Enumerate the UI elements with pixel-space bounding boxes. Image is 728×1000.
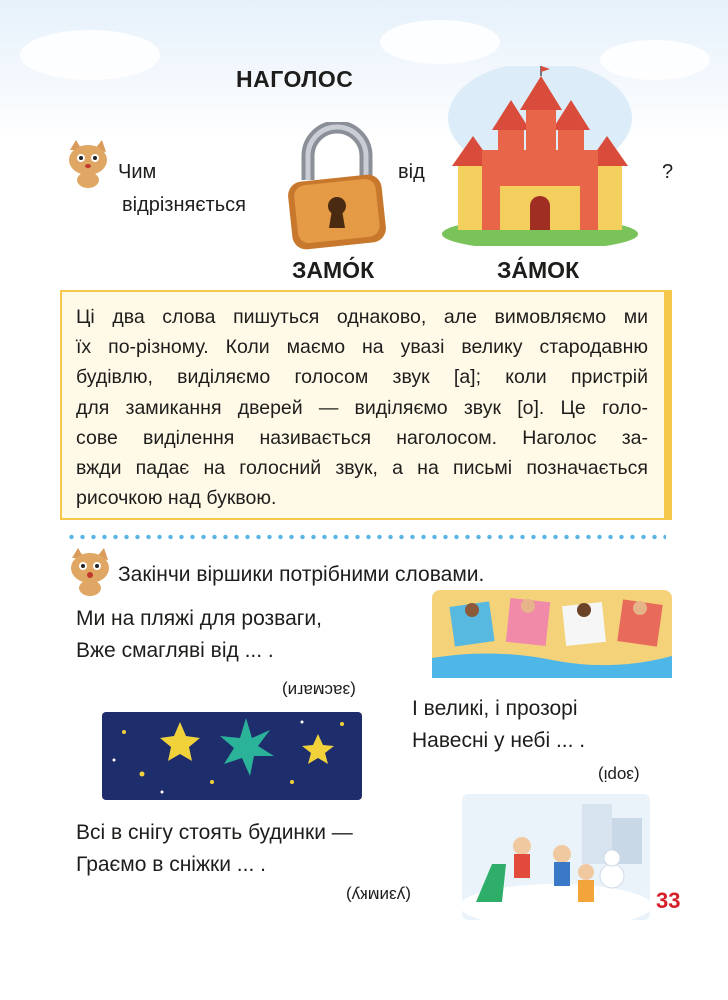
page-number: 33: [656, 888, 681, 913]
rule-line: для замикання дверей — виділяємо звук [о]. Це голо-: [76, 396, 648, 419]
rule-line: Ці два слова пишуться однаково, але вимовляємо ми: [76, 306, 648, 328]
rule-line: сове виділення називається наголосом. Наголос за-: [76, 426, 648, 449]
poem-2: [412, 693, 585, 757]
poem-3: [76, 817, 353, 881]
rule-text: [76, 302, 648, 513]
padlock-icon: [282, 122, 392, 250]
rule-line: їх по-різному. Коли маємо на увазі велику стародавню: [76, 336, 648, 359]
cat-mascot-icon: [66, 548, 116, 596]
word-lock: ЗАМО́К: [292, 257, 375, 283]
beach-picture: [432, 590, 672, 678]
rule-line: рисочкою над буквою.: [76, 487, 277, 510]
poem-line: Навесні у небі ... .: [412, 729, 586, 752]
page-title: НАГОЛОС: [236, 66, 354, 92]
rule-line: вжди падає на голосний звук, а на письмі позначається: [76, 457, 648, 480]
word-castle: ЗА́МОК: [497, 257, 580, 283]
castle-icon: [440, 66, 640, 246]
cloud: [20, 30, 160, 80]
cloud: [380, 20, 500, 64]
question-part-1: Чим: [118, 161, 157, 183]
poem-line: Всі в снігу стоять будинки —: [76, 821, 353, 844]
question-mark: ?: [662, 161, 674, 183]
winter-picture: [462, 794, 650, 920]
dotted-divider: [66, 534, 666, 540]
poem-line: І великі, і прозорі: [412, 697, 578, 720]
poem-hint-3: (узимку): [346, 886, 411, 905]
poem-line: Вже смагляві від ... .: [76, 639, 274, 662]
rule-line: будівлю, виділяємо голосом звук [а]; коли пристрій: [76, 366, 648, 389]
poem-line: Ми на пляжі для розваги,: [76, 607, 323, 630]
poem-line: Граємо в сніжки ... .: [76, 853, 266, 876]
cat-mascot-icon: [64, 140, 114, 188]
starry-sky-picture: [102, 712, 362, 800]
poem-hint-2: (зорі): [598, 766, 640, 785]
poem-hint-1: (засмаги): [282, 681, 356, 700]
poem-1: [76, 603, 322, 667]
question-part-3: від: [398, 161, 425, 183]
task-text: Закінчи віршики потрібними словами.: [118, 563, 485, 586]
rule-box: [60, 290, 672, 520]
question-part-2: відрізняється: [122, 194, 246, 216]
